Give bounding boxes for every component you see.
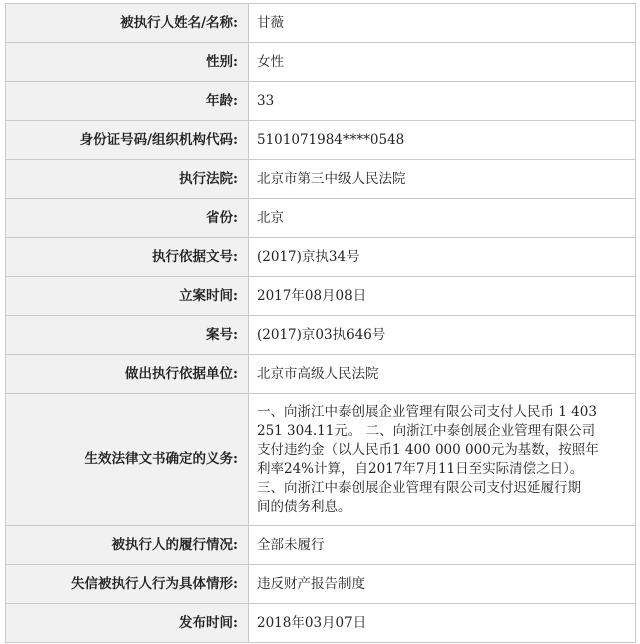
field-value-id-number: 5101071984****0548: [249, 121, 636, 160]
field-label-issuing-unit: 做出执行依据单位:: [6, 355, 249, 394]
obligation-line: 三、向浙江中泰创展企业管理有限公司支付迟延履行期: [257, 479, 581, 496]
obligation-line: 利率24%计算，自2017年7月11日至实际清偿之日）。: [257, 460, 584, 477]
field-value-obligation: [249, 394, 636, 526]
field-label-case-number: 案号:: [6, 316, 249, 355]
obligation-line: 251 304.11元。 二、向浙江中泰创展企业管理有限公司: [257, 422, 596, 439]
table-row: [6, 526, 636, 565]
field-value-case-number: (2017)京03执646号: [249, 316, 636, 355]
table-row: [6, 121, 636, 160]
table-row: [6, 355, 636, 394]
field-label-basis-doc-number: 执行依据文号:: [6, 238, 249, 277]
field-value-issuing-unit: 北京市高级人民法院: [249, 355, 636, 394]
field-value-dishonest-behavior: 违反财产报告制度: [249, 565, 636, 604]
field-label-court: 执行法院:: [6, 160, 249, 199]
table-row: [6, 277, 636, 316]
field-label-province: 省份:: [6, 199, 249, 238]
field-value-gender: 女性: [249, 43, 636, 82]
field-value-basis-doc-number: (2017)京执34号: [249, 238, 636, 277]
field-value-province: 北京: [249, 199, 636, 238]
table-row: [6, 394, 636, 526]
table-row: [6, 238, 636, 277]
field-label-dishonest-behavior: 失信被执行人行为具体情形:: [6, 565, 249, 604]
field-label-filing-date: 立案时间:: [6, 277, 249, 316]
obligation-line: 支付违约金（以人民币1 400 000 000元为基数，按照年: [257, 441, 599, 458]
table-row: [6, 316, 636, 355]
field-label-publish-date: 发布时间:: [6, 604, 249, 643]
table-row: [6, 160, 636, 199]
field-value-filing-date: 2017年08月08日: [249, 277, 636, 316]
field-label-id-number: 身份证号码/组织机构代码:: [6, 121, 249, 160]
field-value-publish-date: 2018年03月07日: [249, 604, 636, 643]
field-value-performance: 全部未履行: [249, 526, 636, 565]
field-label-obligation: 生效法律文书确定的义务:: [6, 394, 249, 526]
table-row: [6, 565, 636, 604]
field-value-age: 33: [249, 82, 636, 121]
table-row: [6, 43, 636, 82]
table-row: [6, 604, 636, 643]
field-label-name: 被执行人姓名/名称:: [6, 4, 249, 43]
table-row: [6, 4, 636, 43]
obligation-line: 一、向浙江中泰创展企业管理有限公司支付人民币 1 403: [257, 403, 597, 420]
field-value-court: 北京市第三中级人民法院: [249, 160, 636, 199]
dishonest-debtor-record-table: [5, 3, 636, 643]
field-value-name: 甘薇: [249, 4, 636, 43]
field-label-age: 年龄:: [6, 82, 249, 121]
obligation-line: 间的债务利息。: [257, 498, 352, 515]
field-label-gender: 性别:: [6, 43, 249, 82]
field-label-performance: 被执行人的履行情况:: [6, 526, 249, 565]
table-row: [6, 199, 636, 238]
table-row: [6, 82, 636, 121]
